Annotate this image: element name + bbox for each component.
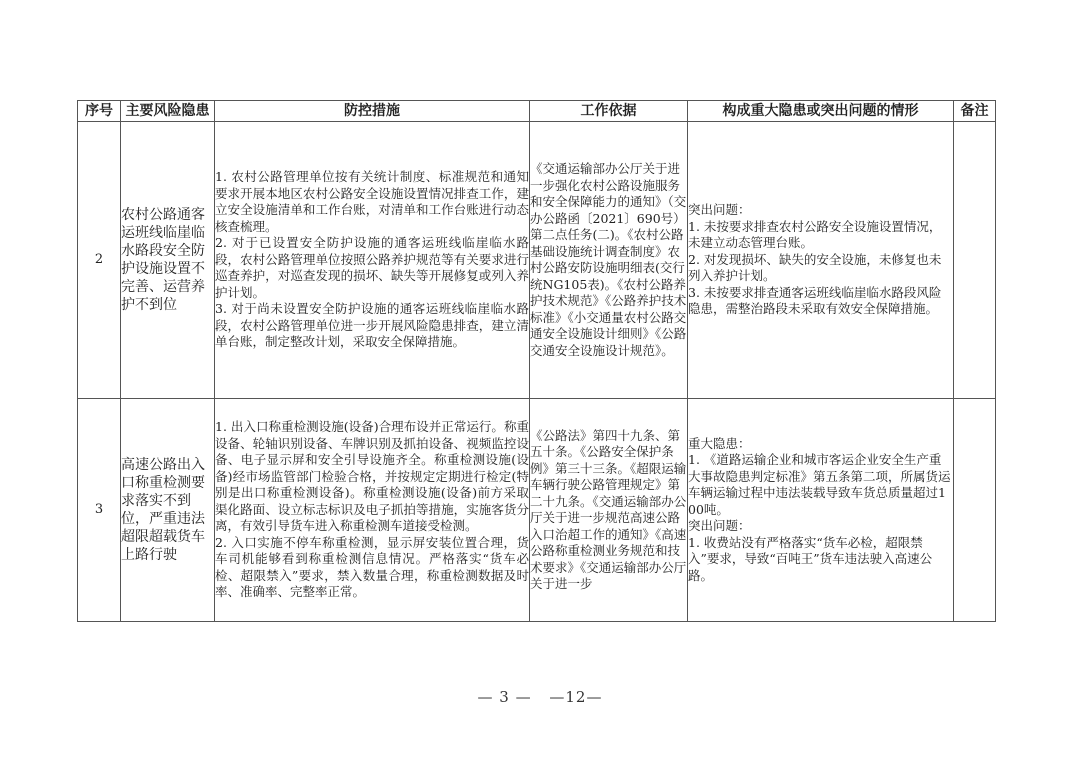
measure-item: 2. 入口实施不停车称重检测，显示屏安装位置合理，货车司机能够看到称重检测信息情况。严格落实“货车必检、超限禁入”要求，禁入数量合理，称重检测数据及时率、准确率、完整率正常。 xyxy=(215,534,529,600)
case-item: 突出问题： xyxy=(688,518,751,534)
table-row xyxy=(78,399,996,622)
measure-item: 2. 对于已设置安全防护设施的通客运班线临崖临水路段，农村公路管理单位按照公路养护规范等有关要求进行巡查养护，对巡查发现的损坏、缺失等开展修复或列入养护计划。 xyxy=(215,235,529,300)
header-basis: 工作依据 xyxy=(530,101,688,122)
case-item: 1. 《道路运输企业和城市客运企业安全生产重大事故隐患判定标准》第五条第二项，所属货运车辆运输过程中违法装载导致车货总质量超过100吨。 xyxy=(688,452,951,517)
table-row xyxy=(78,122,996,399)
case-item: 重大隐患： xyxy=(688,435,751,451)
page-footer xyxy=(0,688,1080,706)
header-case: 构成重大隐患或突出问题的情形 xyxy=(688,101,954,122)
row-seq: 3 xyxy=(78,399,121,622)
case-item: 1. 收费站没有严格落实“货车必检，超限禁入”要求，导致“百吨王”货车违法驶入高速公路。 xyxy=(688,534,933,583)
row-risk: 农村公路通客运班线临崖临水路段安全防护设施设置不完善、运营养护不到位 xyxy=(121,122,215,399)
header-note: 备注 xyxy=(954,101,996,122)
case-item: 3. 未按要求排查通客运班线临崖临水路段风险隐患，需整治路段未采取有效安全保障措施。 xyxy=(688,284,942,317)
case-item: 突出问题： xyxy=(688,202,751,218)
measure-item: 1. 农村公路管理单位按有关统计制度、标准规范和通知要求开展本地区农村公路安全设施设置情况排查工作，建立安全设施清单和工作台账，对清单和工作台账进行动态核查梳理。 xyxy=(215,169,529,234)
header-risk: 主要风险隐患 xyxy=(121,101,215,122)
table-header-row xyxy=(78,101,996,122)
row-basis: 《交通运输部办公厅关于进一步强化农村公路设施服务和安全保障能力的通知》（交办公路函〔2021〕690号）第二点任务(二)。《农村公路基础设施统计调查制度》农村公路安防设施明细表(交行统NG105表)。《农村公路养护技术规范》《公路养护技术标准》《小交通量农村公路交通安全设施设计细则》《公路交通安全设施设计规范》。 xyxy=(530,122,688,399)
risk-table xyxy=(77,100,996,622)
page-number-outer: —12— xyxy=(549,688,603,706)
row-measures xyxy=(215,399,530,622)
measure-item: 3. 对于尚未设置安全防护设施的通客运班线临崖临水路段，农村公路管理单位进一步开展风险隐患排查，建立清单台账，制定整改计划，采取安全保障措施。 xyxy=(215,301,529,350)
case-item: 2. 对发现损坏、缺失的安全设施，未修复也未列入养护计划。 xyxy=(688,251,942,284)
page-number-inner: — 3 — xyxy=(477,688,532,706)
row-case xyxy=(688,399,954,622)
row-note xyxy=(954,399,996,622)
row-risk: 高速公路出入口称重检测要求落实不到位，严重违法超限超载货车上路行驶 xyxy=(121,399,215,622)
case-item: 1. 未按要求排查农村公路安全设施设置情况，未建立动态管理台账。 xyxy=(688,218,942,251)
measure-item: 1. 出入口称重检测设施(设备)合理布设并正常运行。称重设备、轮轴识别设备、车牌识别及抓拍设备、视频监控设备、电子显示屏和安全引导设施齐全。称重检测设施(设备)经市场监管部门检验合格，并按规定定期进行检定(特别是出口称重检测设备)。称重检测设施(设备)前方采取渠化路面、设立标志标识及电子抓拍等措施，实施客货分离，有效引导货车进入称重检测车道接受检测。 xyxy=(215,419,529,534)
row-seq: 2 xyxy=(78,122,121,399)
row-measures xyxy=(215,122,530,399)
row-basis: 《公路法》第四十九条、第五十条。《公路安全保护条例》第三十三条。《超限运输车辆行驶公路管理规定》第二十九条。《交通运输部办公厅关于进一步规范高速公路入口治超工作的通知》《高速公路称重检测业务规范和技术要求》《交通运输部办公厅关于进一步 xyxy=(530,399,688,622)
row-case xyxy=(688,122,954,399)
header-seq: 序号 xyxy=(78,101,121,122)
header-measures: 防控措施 xyxy=(215,101,530,122)
row-note xyxy=(954,122,996,399)
